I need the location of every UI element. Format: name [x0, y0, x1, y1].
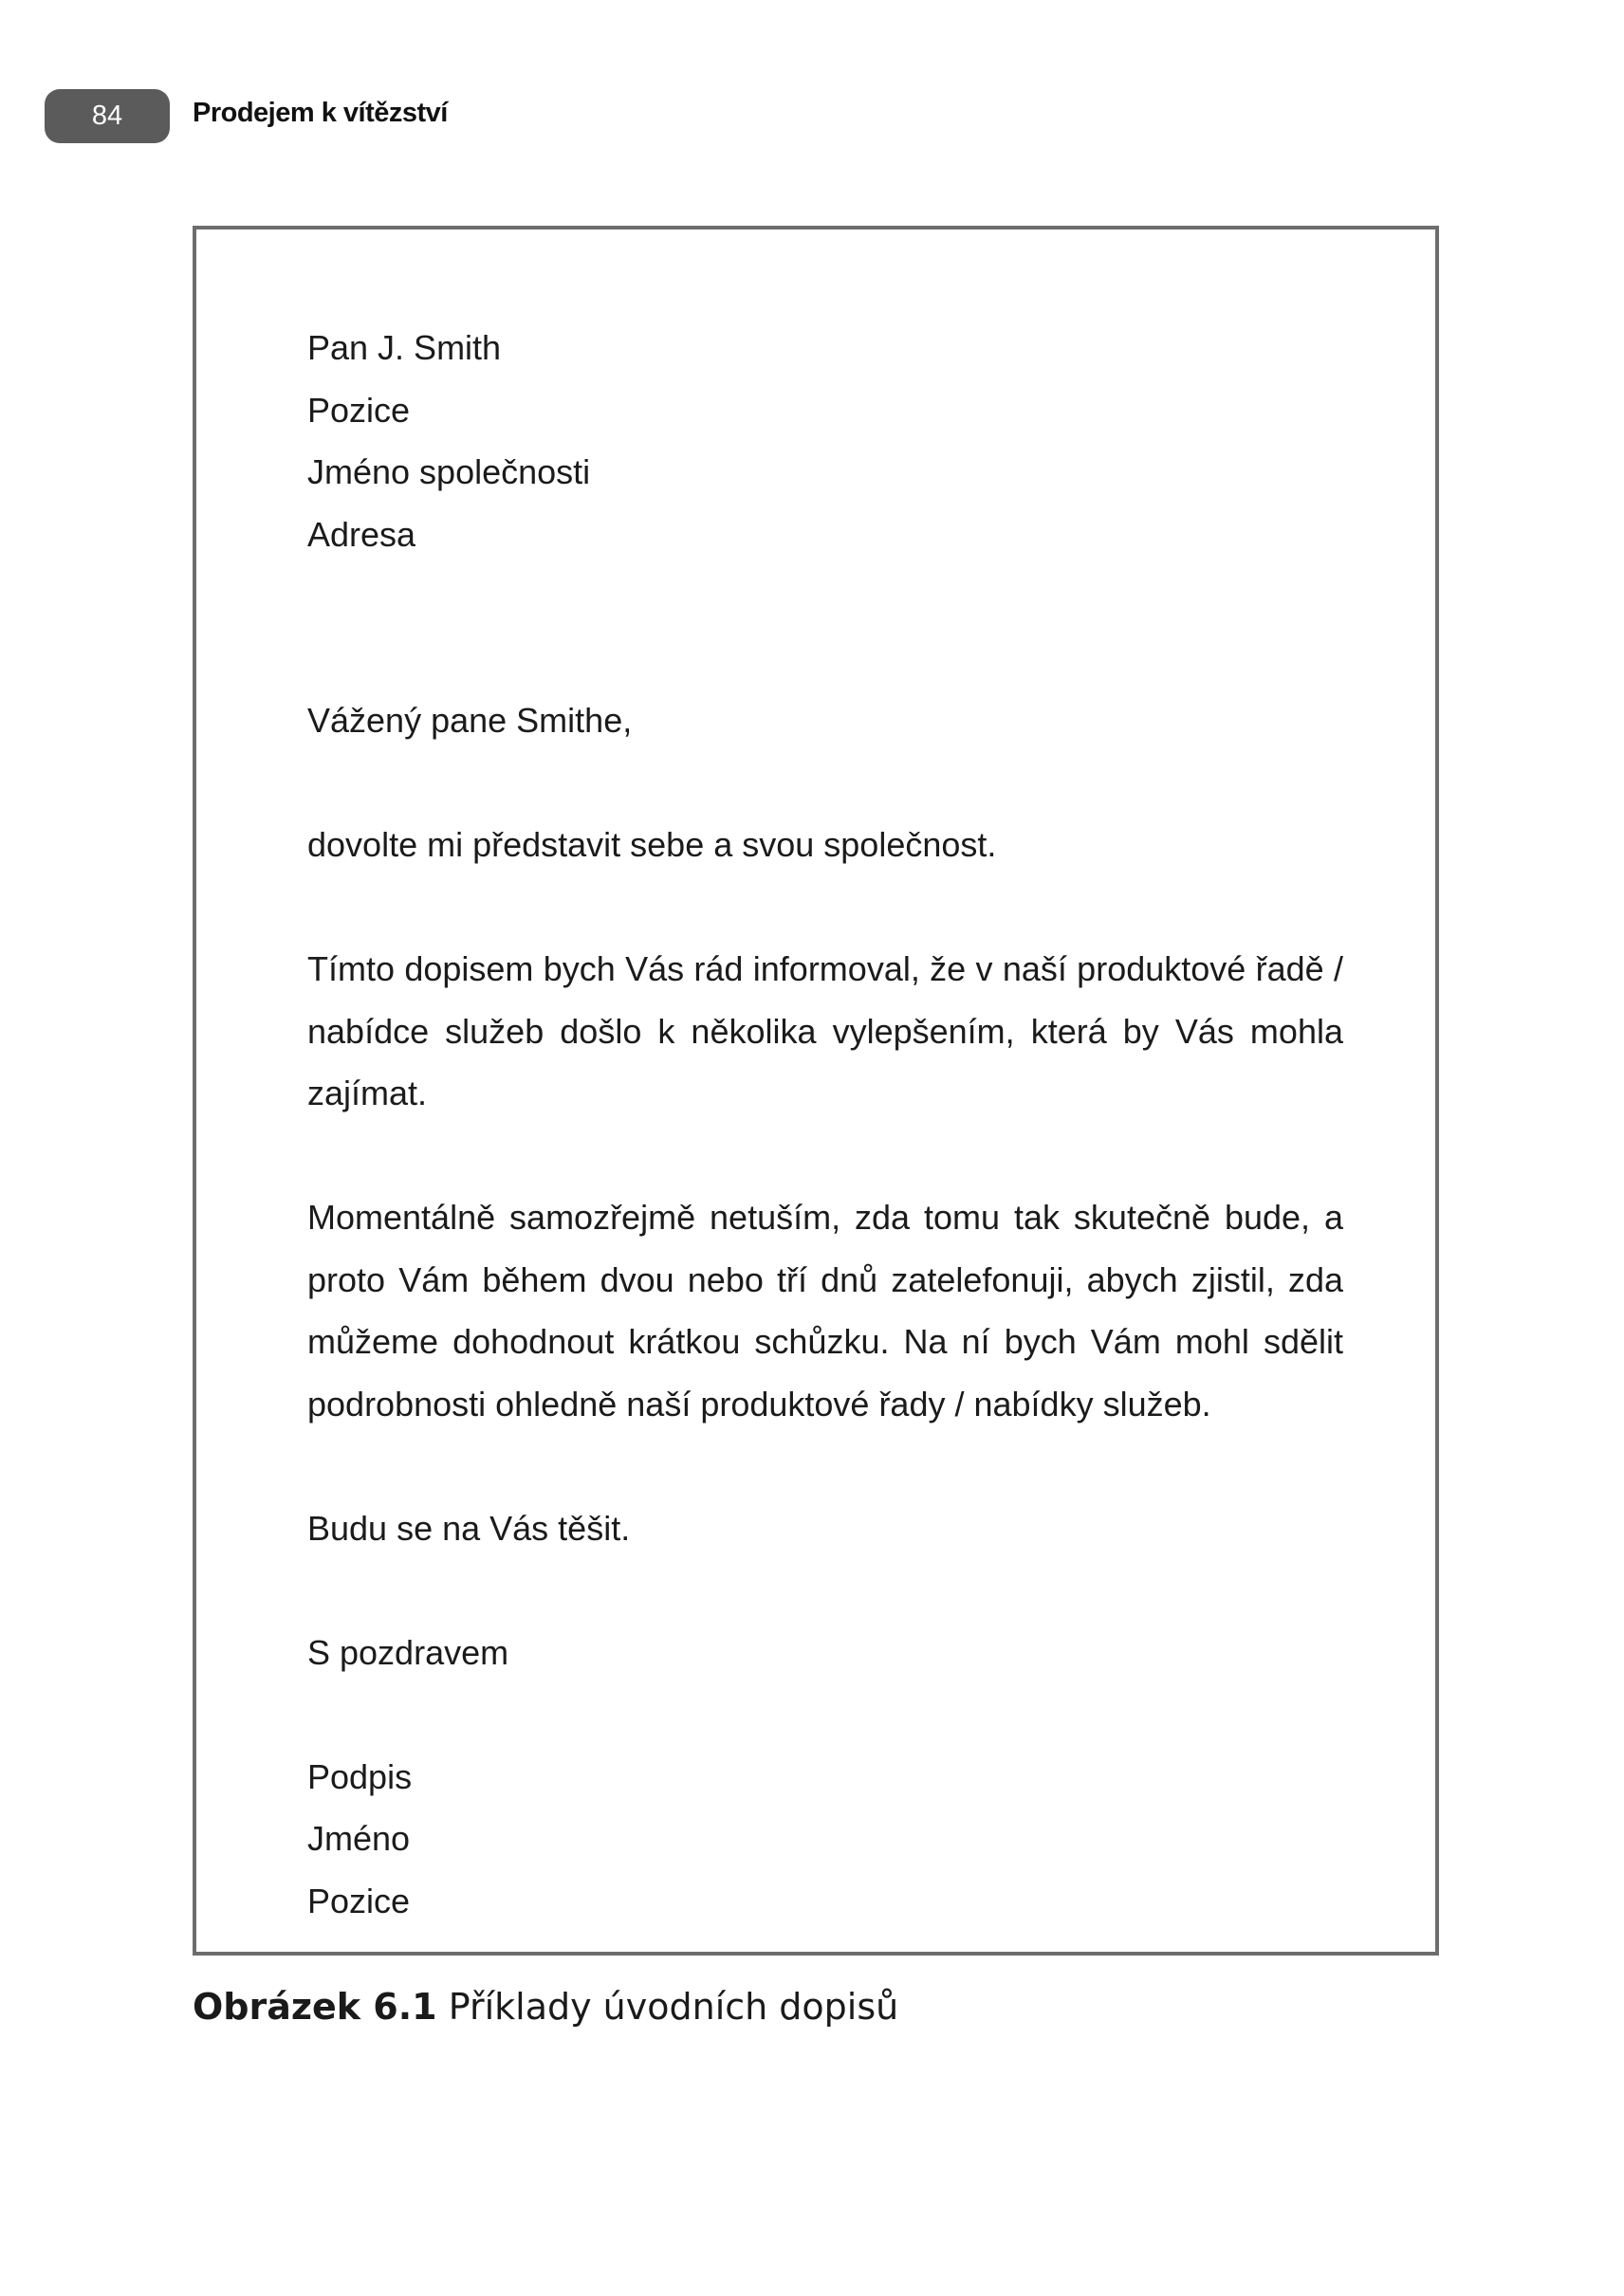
signature-line: Podpis [307, 1756, 413, 1796]
letter-paragraph: dovolte mi představit sebe a svou společnost. [307, 825, 997, 864]
signature-name: Jméno [307, 1819, 411, 1858]
running-title: Prodejem k vítězství [193, 98, 448, 128]
signature-block [307, 1746, 1343, 1933]
caption-label: Obrázek 6.1 [193, 1986, 437, 2028]
address-line-position: Pozice [307, 390, 411, 430]
letter-figure [193, 226, 1439, 1956]
page-number: 84 [91, 101, 123, 131]
address-line-name: Pan J. Smith [307, 328, 502, 367]
letter-paragraph: Budu se na Vás těšit. [307, 1508, 631, 1548]
figure-caption [193, 1986, 898, 2028]
signature-position: Pozice [307, 1881, 411, 1920]
page-number-badge [45, 89, 170, 143]
address-line-address: Adresa [307, 514, 416, 554]
letter-paragraph: Momentálně samozřejmě netuším, zda tomu tak skutečně bude, a proto Vám během dvou nebo tří dnů zatelefonuji, abych zjistil, zda můžeme dohodnout krátkou schůzku. Na ní bych Vám mohl sdělit podrobnosti ohledně naší produktové řady / nabídky služeb. [307, 1198, 1343, 1424]
letter-paragraph: Tímto dopisem bych Vás rád informoval, že v naší produktové řadě / nabídce služeb došlo k několika vylepšením, která by Vás mohla zajímat. [307, 949, 1343, 1112]
caption-text: Příklady úvodních dopisů [448, 1986, 899, 2028]
recipient-address [307, 317, 1343, 565]
address-line-company: Jméno společnosti [307, 452, 591, 491]
letter-body [307, 317, 1343, 1932]
closing: S pozdravem [307, 1632, 509, 1672]
salutation: Vážený pane Smithe, [307, 701, 633, 740]
